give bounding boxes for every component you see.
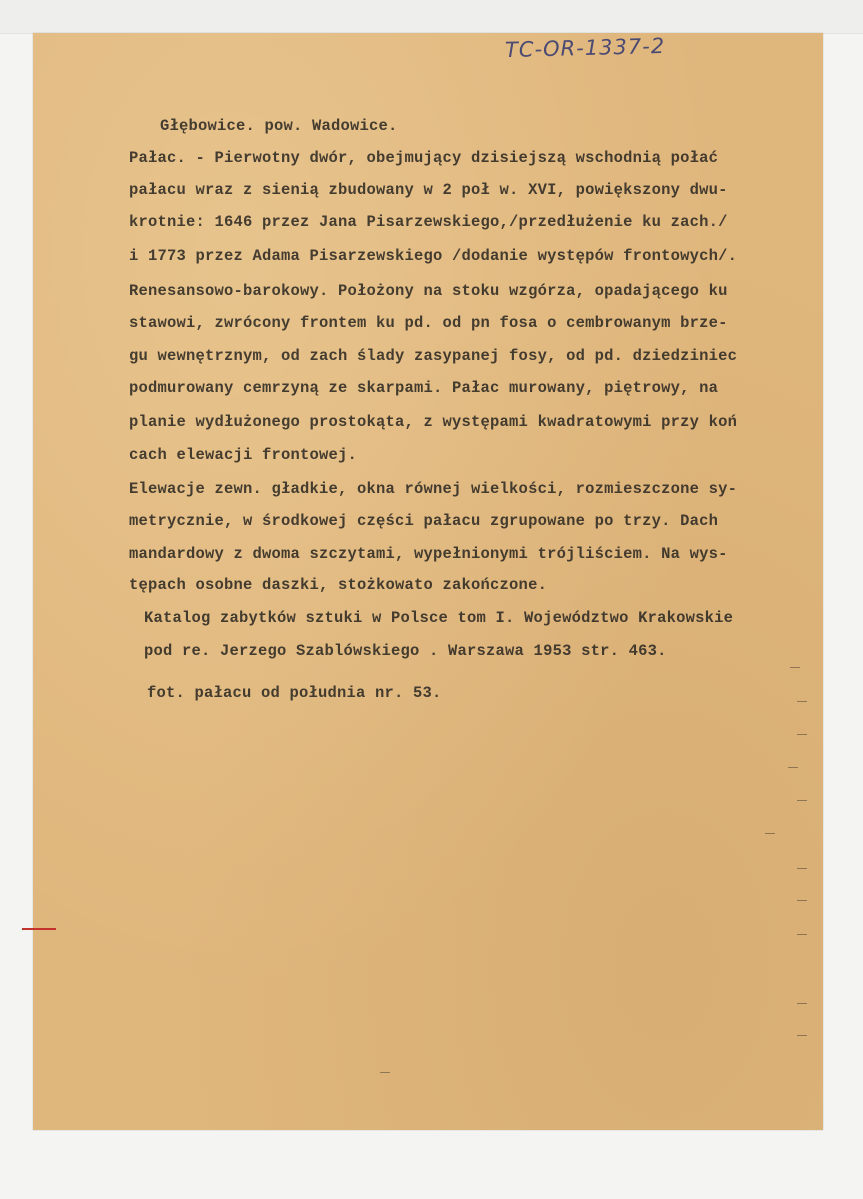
citation-line: Katalog zabytków sztuki w Polsce tom I. Województwo Krakowskie	[144, 609, 734, 627]
body-line: planie wydłużonego prostokąta, z występami kwadratowymi przy koń	[129, 413, 738, 431]
margin-dash	[797, 934, 807, 935]
body-line: Elewacje zewn. gładkie, okna równej wielkości, rozmieszczone sy-	[129, 480, 738, 498]
red-margin-mark	[22, 928, 56, 930]
body-line: pałacu wraz z sienią zbudowany w 2 poł w. XVI, powiększony dwu-	[129, 181, 728, 199]
margin-dash	[797, 701, 807, 702]
margin-dash	[788, 767, 798, 768]
body-line: metrycznie, w środkowej części pałacu zgrupowane po trzy. Dach	[129, 512, 719, 530]
margin-dash	[765, 833, 775, 834]
body-line: mandardowy z dwoma szczytami, wypełnionymi trójliściem. Na wys-	[129, 545, 728, 563]
body-line: stawowi, zwrócony frontem ku pd. od pn fosa o cembrowanym brze-	[129, 314, 728, 332]
body-line: podmurowany cemrzyną ze skarpami. Pałac murowany, piętrowy, na	[129, 379, 719, 397]
margin-dash	[380, 1072, 390, 1073]
body-line: krotnie: 1646 przez Jana Pisarzewskiego,/przedłużenie ku zach./	[129, 213, 728, 231]
photo-note: fot. pałacu od południa nr. 53.	[147, 684, 442, 702]
body-line: cach elewacji frontowej.	[129, 446, 358, 464]
body-line: i 1773 przez Adama Pisarzewskiego /dodanie występów frontowych/.	[129, 247, 738, 265]
margin-dash	[797, 800, 807, 801]
margin-dash	[797, 1003, 807, 1004]
margin-dash	[797, 734, 807, 735]
archive-reference-code: TC-OR-1337-2	[504, 33, 666, 63]
document-heading: Głębowice. pow. Wadowice.	[160, 117, 398, 135]
body-line: gu wewnętrznym, od zach ślady zasypanej fosy, od pd. dziedziniec	[129, 347, 738, 365]
citation-line: pod re. Jerzego Szablówskiego . Warszawa 1953 str. 463.	[144, 642, 667, 660]
margin-dash	[797, 868, 807, 869]
body-line: Renesansowo-barokowy. Położony na stoku wzgórza, opadającego ku	[129, 282, 728, 300]
body-line: Pałac. - Pierwotny dwór, obejmujący dzisiejszą wschodnią połać	[129, 149, 719, 167]
margin-dash	[797, 1035, 807, 1036]
margin-dash	[790, 667, 800, 668]
margin-dash	[797, 900, 807, 901]
scan-top-margin	[0, 0, 863, 34]
body-line: tępach osobne daszki, stożkowato zakończone.	[129, 576, 548, 594]
